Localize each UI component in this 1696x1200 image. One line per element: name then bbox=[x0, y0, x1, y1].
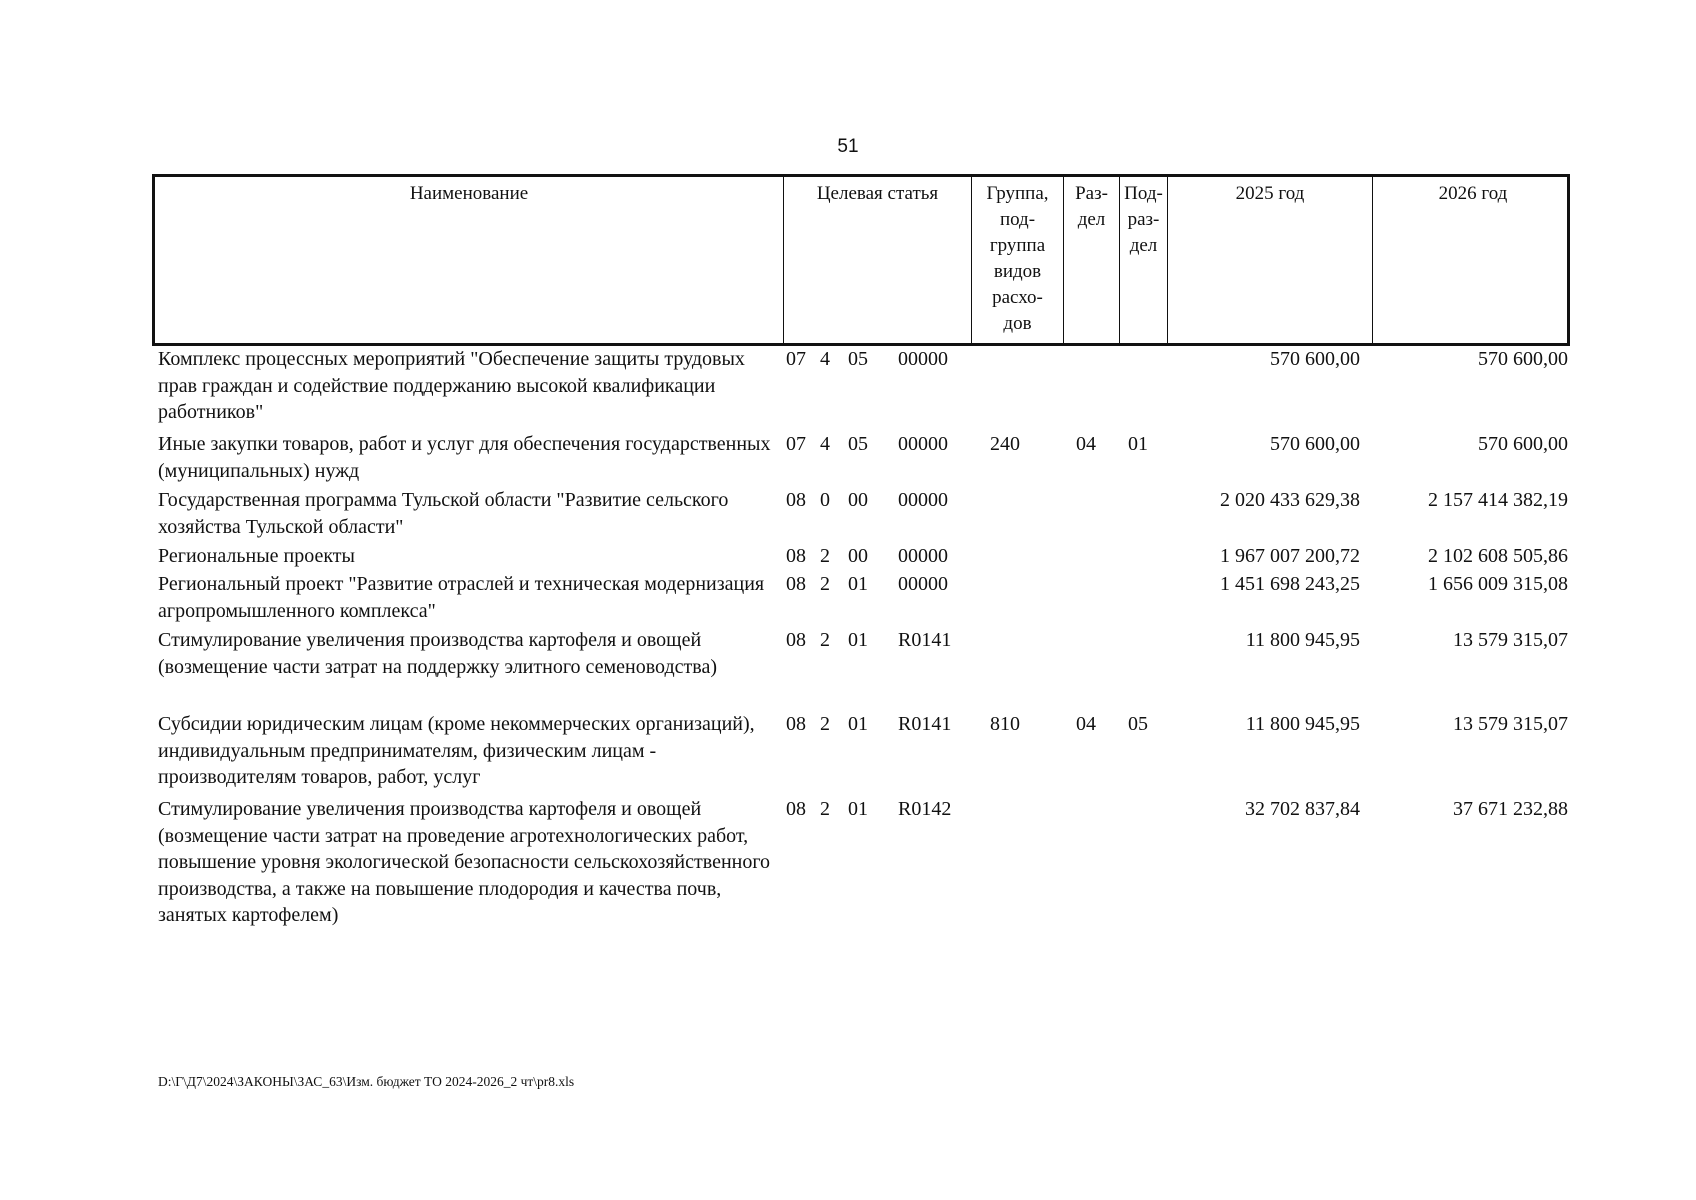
target-code-direction: 00000 bbox=[898, 489, 948, 511]
row-name: Региональные проекты bbox=[158, 545, 355, 567]
footer-file-path: D:\Г\Д7\2024\ЗАКОНЫ\ЗАС_63\Изм. бюджет ТО 2024-2026_2 чт\pr8.xls bbox=[158, 1074, 575, 1089]
target-code-program: 08 bbox=[786, 798, 806, 820]
amount-2026: 1 656 009 315,08 bbox=[1428, 573, 1568, 595]
amount-2025: 1 451 698 243,25 bbox=[1220, 573, 1360, 595]
amount-2026: 570 600,00 bbox=[1478, 348, 1568, 370]
target-code-program: 08 bbox=[786, 545, 806, 567]
target-code-sub: 01 bbox=[848, 629, 868, 651]
expense-group: 240 bbox=[990, 433, 1020, 455]
target-code-sub: 01 bbox=[848, 573, 868, 595]
target-code-type: 4 bbox=[820, 348, 830, 370]
subsection: 05 bbox=[1128, 713, 1148, 735]
amount-2026: 13 579 315,07 bbox=[1453, 713, 1568, 735]
target-code-program: 08 bbox=[786, 489, 806, 511]
section: 04 bbox=[1076, 713, 1096, 735]
target-code-direction: 00000 bbox=[898, 348, 948, 370]
target-code-program: 07 bbox=[786, 433, 806, 455]
target-code-type: 2 bbox=[820, 713, 830, 735]
amount-2026: 2 157 414 382,19 bbox=[1428, 489, 1568, 511]
header-name: Наименование bbox=[409, 183, 529, 204]
target-code-type: 2 bbox=[820, 573, 830, 595]
target-code-sub: 05 bbox=[848, 348, 868, 370]
target-code-program: 08 bbox=[786, 629, 806, 651]
row-name: Региональный проект "Развитие отраслей и техническая модернизация агропромышленного комплекса" bbox=[158, 573, 765, 622]
amount-2025: 1 967 007 200,72 bbox=[1220, 545, 1360, 567]
amount-2025: 2 020 433 629,38 bbox=[1220, 489, 1360, 511]
header-subsection: Под- раз- дел bbox=[1119, 177, 1167, 343]
target-code-program: 08 bbox=[786, 573, 806, 595]
target-code-program: 07 bbox=[786, 348, 806, 370]
amount-2025: 11 800 945,95 bbox=[1245, 629, 1360, 651]
target-code-type: 2 bbox=[820, 798, 830, 820]
amount-2026: 2 102 608 505,86 bbox=[1428, 545, 1568, 567]
amount-2026: 37 671 232,88 bbox=[1453, 798, 1568, 820]
section: 04 bbox=[1076, 433, 1096, 455]
header-section: Раз- дел bbox=[1063, 177, 1119, 343]
amount-2026: 570 600,00 bbox=[1478, 433, 1568, 455]
target-code-program: 08 bbox=[786, 713, 806, 735]
target-code-direction: 00000 bbox=[898, 545, 948, 567]
row-name: Иные закупки товаров, работ и услуг для обеспечения государственных (муниципальных) нужд bbox=[158, 433, 771, 482]
table-header bbox=[152, 174, 1570, 346]
header-target-article: Целевая статья bbox=[783, 177, 971, 343]
row-name: Комплекс процессных мероприятий "Обеспечение защиты трудовых прав граждан и содействие поддержанию высокой квалификации работников" bbox=[158, 348, 745, 423]
target-code-direction: 00000 bbox=[898, 433, 948, 455]
subsection: 01 bbox=[1128, 433, 1148, 455]
target-code-type: 2 bbox=[820, 545, 830, 567]
target-code-direction: R0141 bbox=[898, 629, 952, 651]
target-code-sub: 00 bbox=[848, 545, 868, 567]
target-code-direction: R0141 bbox=[898, 713, 952, 735]
header-year-2025: 2025 год bbox=[1167, 177, 1372, 343]
amount-2025: 570 600,00 bbox=[1270, 433, 1360, 455]
target-code-direction: 00000 bbox=[898, 573, 948, 595]
target-code-sub: 05 bbox=[848, 433, 868, 455]
target-code-type: 0 bbox=[820, 489, 830, 511]
target-code-sub: 01 bbox=[848, 713, 868, 735]
amount-2025: 11 800 945,95 bbox=[1245, 713, 1360, 735]
target-code-type: 4 bbox=[820, 433, 830, 455]
target-code-type: 2 bbox=[820, 629, 830, 651]
header-year-2026: 2026 год bbox=[1372, 177, 1573, 343]
row-name: Стимулирование увеличения производства картофеля и овощей (возмещение части затрат на проведение агротехнологических работ, повышение уровня экологической безопасности сельскохозяйственного производства, а также на повышение плодородия и качества почв, занятых картофелем) bbox=[158, 798, 771, 926]
amount-2026: 13 579 315,07 bbox=[1453, 629, 1568, 651]
row-name: Государственная программа Тульской области "Развитие сельского хозяйства Тульской области" bbox=[158, 489, 729, 538]
row-name: Субсидии юридическим лицам (кроме некоммерческих организаций), индивидуальным предпринимателям, физическим лицам - производителям товаров, работ, услуг bbox=[158, 713, 755, 788]
target-code-direction: R0142 bbox=[898, 798, 952, 820]
row-name: Стимулирование увеличения производства картофеля и овощей (возмещение части затрат на поддержку элитного семеноводства) bbox=[158, 629, 717, 678]
target-code-sub: 01 bbox=[848, 798, 868, 820]
expense-group: 810 bbox=[990, 713, 1020, 735]
target-code-sub: 00 bbox=[848, 489, 868, 511]
page-number: 51 bbox=[837, 136, 859, 157]
header-expense-group: Группа, под- группа видов расхо- дов bbox=[971, 177, 1063, 343]
amount-2025: 570 600,00 bbox=[1270, 348, 1360, 370]
amount-2025: 32 702 837,84 bbox=[1245, 798, 1360, 820]
